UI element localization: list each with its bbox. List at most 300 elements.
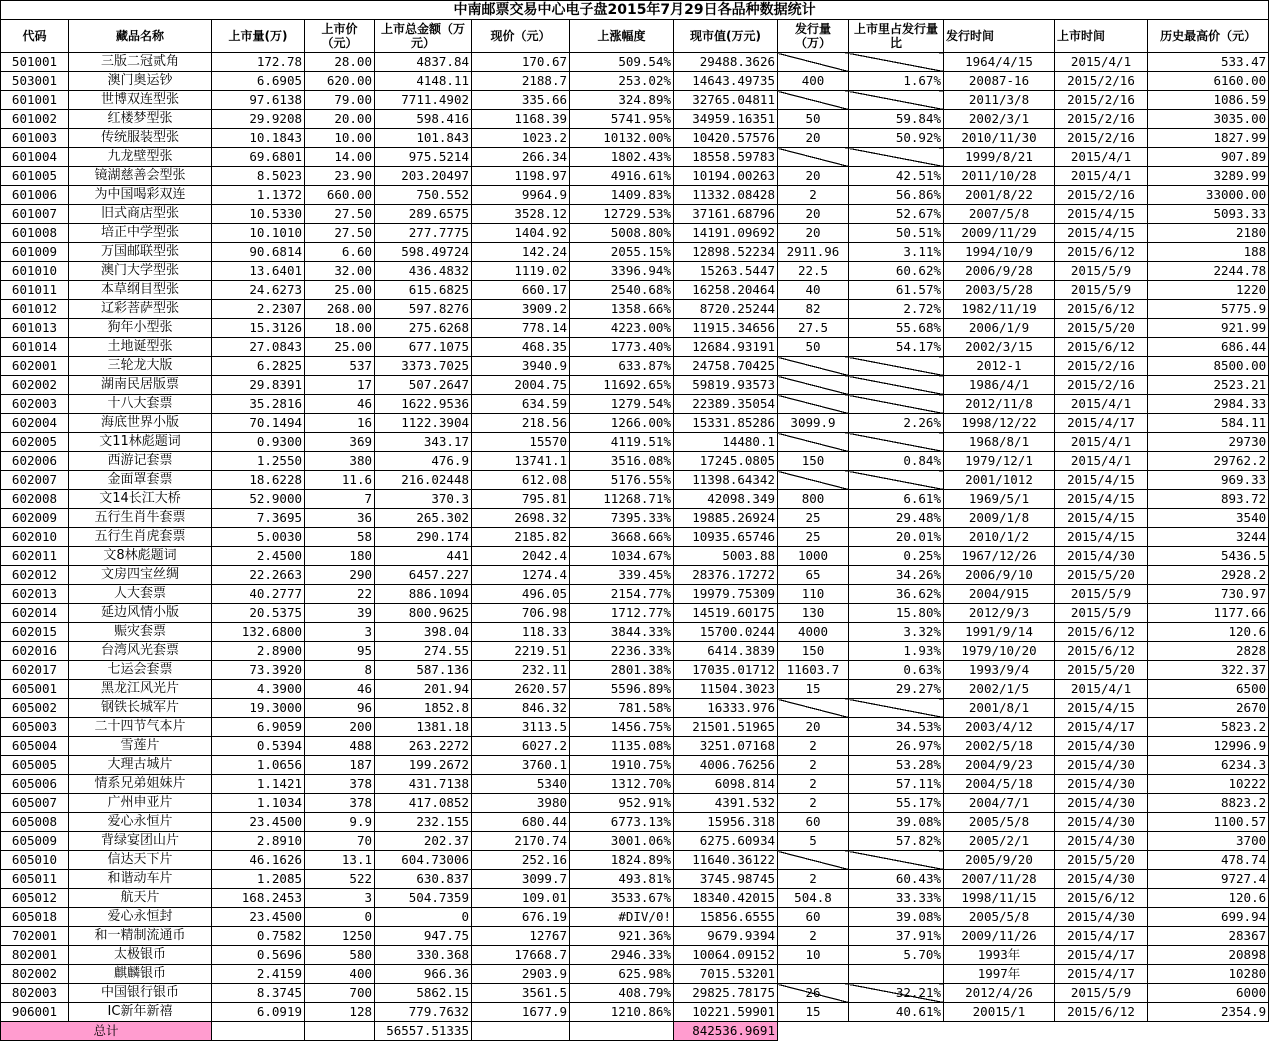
table-row: [1, 224, 1269, 243]
table-row: [1, 376, 1269, 395]
cell-ratio: 32.21%: [849, 984, 944, 1003]
header-total-amount: 上市总金额（万元）: [375, 20, 472, 53]
cell-ratio: [849, 395, 944, 414]
cell-name: 红楼梦型张: [69, 110, 212, 129]
cell-ratio: 6.61%: [849, 490, 944, 509]
table-row: [1, 319, 1269, 338]
cell-issue-date: 1994/10/9: [944, 243, 1055, 262]
cell-ratio: 60.62%: [849, 262, 944, 281]
cell-high-price: 3244: [1148, 528, 1269, 547]
cell-current-price: 170.67: [472, 53, 570, 72]
cell-listing-date: 2015/6/12: [1055, 642, 1148, 661]
table-row: [1, 528, 1269, 547]
cell-high-price: 3540: [1148, 509, 1269, 528]
cell-issue-qty: 10: [778, 946, 849, 965]
cell-name: 文房四宝丝绸: [69, 566, 212, 585]
cell-market-value: 10221.59901: [674, 1003, 778, 1022]
cell-market-value: 11504.3023: [674, 680, 778, 699]
cell-listed-qty: 29.8391: [212, 376, 305, 395]
cell-rise: 3001.06%: [570, 832, 674, 851]
cell-listed-qty: 6.6905: [212, 72, 305, 91]
cell-high-price: 12996.9: [1148, 737, 1269, 756]
cell-listed-price: 3: [305, 623, 375, 642]
cell-listing-date: 2015/4/30: [1055, 737, 1148, 756]
table-row: [1, 566, 1269, 585]
cell-rise: 1712.77%: [570, 604, 674, 623]
table-row: [1, 623, 1269, 642]
cell-current-price: 3113.5: [472, 718, 570, 737]
table-row: [1, 395, 1269, 414]
table-row: [1, 433, 1269, 452]
cell-name: 赈灾套票: [69, 623, 212, 642]
cell-issue-qty: [778, 53, 849, 72]
cell-code: 605008: [1, 813, 69, 832]
cell-listed-qty: 1.1421: [212, 775, 305, 794]
header-high-price: 历史最高价（元）: [1148, 20, 1269, 53]
cell-listed-qty: 6.9059: [212, 718, 305, 737]
cell-issue-qty: 2: [778, 794, 849, 813]
table-row: [1, 547, 1269, 566]
cell-listed-qty: 23.4500: [212, 813, 305, 832]
cell-listed-qty: 172.78: [212, 53, 305, 72]
cell-ratio: 3.32%: [849, 623, 944, 642]
cell-listed-price: 3: [305, 889, 375, 908]
cell-listing-date: 2015/4/1: [1055, 148, 1148, 167]
cell-issue-qty: 130: [778, 604, 849, 623]
cell-listed-price: 180: [305, 547, 375, 566]
cell-code: 602007: [1, 471, 69, 490]
cell-current-price: 3528.12: [472, 205, 570, 224]
cell-listing-date: 2015/4/30: [1055, 832, 1148, 851]
cell-high-price: 2180: [1148, 224, 1269, 243]
cell-listing-date: 2015/4/30: [1055, 756, 1148, 775]
cell-listed-price: 9.9: [305, 813, 375, 832]
cell-rise: 1266.00%: [570, 414, 674, 433]
cell-name: 土地诞型张: [69, 338, 212, 357]
cell-listed-qty: 8.3745: [212, 984, 305, 1003]
cell-code: 602010: [1, 528, 69, 547]
cell-ratio: 54.17%: [849, 338, 944, 357]
cell-total-amount: 370.3: [375, 490, 472, 509]
cell-total-amount: 201.94: [375, 680, 472, 699]
cell-code: 601009: [1, 243, 69, 262]
cell-current-price: 2004.75: [472, 376, 570, 395]
cell-listing-date: 2015/2/16: [1055, 129, 1148, 148]
cell-listed-qty: 132.6800: [212, 623, 305, 642]
cell-code: 802002: [1, 965, 69, 984]
cell-total-amount: 975.5214: [375, 148, 472, 167]
cell-issue-qty: 4000: [778, 623, 849, 642]
cell-current-price: 3940.9: [472, 357, 570, 376]
cell-name: 旧式商店型张: [69, 205, 212, 224]
cell-current-price: 706.98: [472, 604, 570, 623]
cell-rise: 253.02%: [570, 72, 674, 91]
cell-issue-date: 2009/1/8: [944, 509, 1055, 528]
cell-listing-date: 2015/4/17: [1055, 927, 1148, 946]
cell-issue-date: 1986/4/1: [944, 376, 1055, 395]
cell-issue-qty: 110: [778, 585, 849, 604]
cell-listed-qty: 1.2550: [212, 452, 305, 471]
cell-ratio: 57.11%: [849, 775, 944, 794]
cell-ratio: 29.48%: [849, 509, 944, 528]
cell-code: 605011: [1, 870, 69, 889]
cell-high-price: 6160.00: [1148, 72, 1269, 91]
table-row: [1, 243, 1269, 262]
cell-rise: 5176.55%: [570, 471, 674, 490]
cell-issue-date: 2005/9/20: [944, 851, 1055, 870]
cell-high-price: 6000: [1148, 984, 1269, 1003]
cell-listed-price: 268.00: [305, 300, 375, 319]
cell-rise: 921.36%: [570, 927, 674, 946]
cell-code: 906001: [1, 1003, 69, 1022]
cell-listing-date: 2015/5/20: [1055, 851, 1148, 870]
cell-issue-qty: 3099.9: [778, 414, 849, 433]
cell-code: 503001: [1, 72, 69, 91]
cell-total-amount: 504.7359: [375, 889, 472, 908]
header-rise: 上涨幅度: [570, 20, 674, 53]
cell-high-price: 3700: [1148, 832, 1269, 851]
cell-total-amount: 966.36: [375, 965, 472, 984]
cell-high-price: 2984.33: [1148, 395, 1269, 414]
cell-name: 传统服装型张: [69, 129, 212, 148]
table-row: [1, 452, 1269, 471]
cell-market-value: 10194.00263: [674, 167, 778, 186]
table-row: [1, 699, 1269, 718]
cell-name: 文8林彪题词: [69, 547, 212, 566]
cell-rise: #DIV/0!: [570, 908, 674, 927]
cell-current-price: 1168.39: [472, 110, 570, 129]
cell-listed-price: 23.90: [305, 167, 375, 186]
cell-high-price: 120.6: [1148, 623, 1269, 642]
cell-listing-date: 2015/4/1: [1055, 452, 1148, 471]
cell-code: 602004: [1, 414, 69, 433]
cell-market-value: 21501.51965: [674, 718, 778, 737]
cell-issue-qty: [778, 395, 849, 414]
cell-market-value: 12898.52234: [674, 243, 778, 262]
cell-market-value: 19885.26924: [674, 509, 778, 528]
table-row: [1, 72, 1269, 91]
cell-current-price: 15570: [472, 433, 570, 452]
cell-market-value: 24758.70425: [674, 357, 778, 376]
table-row: [1, 110, 1269, 129]
cell-issue-qty: 22.5: [778, 262, 849, 281]
cell-listed-qty: 0.9300: [212, 433, 305, 452]
table-row: [1, 585, 1269, 604]
cell-current-price: 3561.5: [472, 984, 570, 1003]
table-row: [1, 205, 1269, 224]
cell-market-value: 10420.57576: [674, 129, 778, 148]
cell-code: 601001: [1, 91, 69, 110]
cell-market-value: 42098.349: [674, 490, 778, 509]
cell-listing-date: 2015/5/9: [1055, 262, 1148, 281]
cell-ratio: [849, 53, 944, 72]
cell-listing-date: 2015/4/30: [1055, 813, 1148, 832]
cell-high-price: 2928.2: [1148, 566, 1269, 585]
cell-current-price: 496.05: [472, 585, 570, 604]
cell-listed-price: 36: [305, 509, 375, 528]
cell-code: 601006: [1, 186, 69, 205]
cell-issue-date: 2001/1012: [944, 471, 1055, 490]
cell-rise: 2236.33%: [570, 642, 674, 661]
cell-listed-price: 6.60: [305, 243, 375, 262]
cell-listing-date: 2015/4/1: [1055, 395, 1148, 414]
cell-ratio: 57.82%: [849, 832, 944, 851]
cell-high-price: 1100.57: [1148, 813, 1269, 832]
cell-listing-date: 2015/2/16: [1055, 110, 1148, 129]
cell-high-price: 2828: [1148, 642, 1269, 661]
cell-total-amount: 476.9: [375, 452, 472, 471]
cell-listing-date: 2015/4/1: [1055, 433, 1148, 452]
cell-listed-qty: 5.0030: [212, 528, 305, 547]
cell-issue-qty: 2911.96: [778, 243, 849, 262]
cell-current-price: 634.59: [472, 395, 570, 414]
cell-code: 601007: [1, 205, 69, 224]
cell-market-value: 11640.36122: [674, 851, 778, 870]
table-row: [1, 794, 1269, 813]
cell-total-amount: 1622.9536: [375, 395, 472, 414]
cell-listed-qty: 2.4159: [212, 965, 305, 984]
cell-issue-date: 2006/9/10: [944, 566, 1055, 585]
cell-listed-price: 20.00: [305, 110, 375, 129]
cell-name: 金面罩套票: [69, 471, 212, 490]
table-row: [1, 642, 1269, 661]
cell-issue-qty: [778, 699, 849, 718]
cell-ratio: 42.51%: [849, 167, 944, 186]
cell-issue-date: 20015/1: [944, 1003, 1055, 1022]
cell-code: 601008: [1, 224, 69, 243]
cell-total-amount: 598.416: [375, 110, 472, 129]
cell-listed-price: 46: [305, 395, 375, 414]
cell-code: 602013: [1, 585, 69, 604]
cell-listing-date: 2015/4/15: [1055, 699, 1148, 718]
cell-name: 情系兄弟姐妹片: [69, 775, 212, 794]
cell-rise: 6773.13%: [570, 813, 674, 832]
cell-listed-price: 95: [305, 642, 375, 661]
cell-market-value: 14643.49735: [674, 72, 778, 91]
cell-code: 602012: [1, 566, 69, 585]
cell-market-value: 9679.9394: [674, 927, 778, 946]
cell-name: 黑龙江风光片: [69, 680, 212, 699]
cell-rise: 2540.68%: [570, 281, 674, 300]
cell-ratio: 29.27%: [849, 680, 944, 699]
cell-ratio: 52.67%: [849, 205, 944, 224]
cell-listed-qty: 7.3695: [212, 509, 305, 528]
cell-name: 二十四节气本片: [69, 718, 212, 737]
cell-issue-date: 1969/5/1: [944, 490, 1055, 509]
cell-current-price: 468.35: [472, 338, 570, 357]
cell-high-price: 28367: [1148, 927, 1269, 946]
cell-issue-qty: 60: [778, 813, 849, 832]
cell-ratio: [849, 357, 944, 376]
cell-listing-date: 2015/5/20: [1055, 566, 1148, 585]
cell-issue-qty: 20: [778, 224, 849, 243]
cell-rise: 625.98%: [570, 965, 674, 984]
cell-ratio: 0.84%: [849, 452, 944, 471]
cell-code: 605004: [1, 737, 69, 756]
cell-name: 为中国喝彩双连: [69, 186, 212, 205]
cell-listing-date: 2015/4/15: [1055, 471, 1148, 490]
cell-listed-qty: 20.5375: [212, 604, 305, 623]
cell-rise: 952.91%: [570, 794, 674, 813]
cell-listed-price: 660.00: [305, 186, 375, 205]
cell-ratio: 50.92%: [849, 129, 944, 148]
cell-listing-date: 2015/4/30: [1055, 547, 1148, 566]
cell-listed-qty: 0.5696: [212, 946, 305, 965]
cell-total-amount: 0: [375, 908, 472, 927]
cell-issue-qty: 50: [778, 110, 849, 129]
cell-name: 培正中学型张: [69, 224, 212, 243]
cell-listed-price: 13.1: [305, 851, 375, 870]
header-name: 藏品名称: [69, 20, 212, 53]
cell-current-price: 142.24: [472, 243, 570, 262]
cell-code: 802001: [1, 946, 69, 965]
cell-rise: 324.89%: [570, 91, 674, 110]
cell-listed-price: 18.00: [305, 319, 375, 338]
cell-issue-qty: 5: [778, 832, 849, 851]
cell-code: 602017: [1, 661, 69, 680]
cell-name: 九龙壁型张: [69, 148, 212, 167]
cell-listed-price: 28.00: [305, 53, 375, 72]
cell-listing-date: 2015/4/30: [1055, 908, 1148, 927]
cell-listed-price: 488: [305, 737, 375, 756]
cell-ratio: 5.70%: [849, 946, 944, 965]
cell-market-value: 3251.07168: [674, 737, 778, 756]
cell-listed-price: 39: [305, 604, 375, 623]
cell-total-amount: 800.9625: [375, 604, 472, 623]
cell-high-price: 8823.2: [1148, 794, 1269, 813]
cell-issue-date: 1993/9/4: [944, 661, 1055, 680]
cell-name: 七运会套票: [69, 661, 212, 680]
cell-current-price: 109.01: [472, 889, 570, 908]
cell-listed-price: 70: [305, 832, 375, 851]
cell-current-price: 2698.32: [472, 509, 570, 528]
cell-rise: 5741.95%: [570, 110, 674, 129]
table-row: [1, 680, 1269, 699]
cell-total-amount: 265.302: [375, 509, 472, 528]
cell-code: 601010: [1, 262, 69, 281]
cell-listing-date: 2015/4/17: [1055, 718, 1148, 737]
cell-total-amount: 5862.15: [375, 984, 472, 1003]
cell-issue-qty: 150: [778, 642, 849, 661]
cell-listed-price: 58: [305, 528, 375, 547]
cell-issue-date: 1979/10/20: [944, 642, 1055, 661]
cell-listed-qty: 6.2825: [212, 357, 305, 376]
cell-listed-qty: 97.6138: [212, 91, 305, 110]
cell-issue-qty: 50: [778, 338, 849, 357]
cell-listed-price: 1250: [305, 927, 375, 946]
cell-rise: 2946.33%: [570, 946, 674, 965]
cell-rise: 2055.15%: [570, 243, 674, 262]
cell-rise: 4916.61%: [570, 167, 674, 186]
cell-listing-date: 2015/4/17: [1055, 946, 1148, 965]
cell-listed-qty: 2.4500: [212, 547, 305, 566]
cell-current-price: 2620.57: [472, 680, 570, 699]
cell-code: 605002: [1, 699, 69, 718]
cell-rise: 1034.67%: [570, 547, 674, 566]
cell-listed-qty: 18.6228: [212, 471, 305, 490]
cell-total-amount: 330.368: [375, 946, 472, 965]
cell-listed-qty: 10.1843: [212, 129, 305, 148]
table-row: [1, 186, 1269, 205]
cell-market-value: 4006.76256: [674, 756, 778, 775]
cell-rise: 4223.00%: [570, 319, 674, 338]
cell-listed-qty: 4.3900: [212, 680, 305, 699]
cell-total-amount: 199.2672: [375, 756, 472, 775]
cell-total-amount: 507.2647: [375, 376, 472, 395]
cell-code: 602015: [1, 623, 69, 642]
cell-total-amount: 203.20497: [375, 167, 472, 186]
cell-market-value: 14480.1: [674, 433, 778, 452]
cell-market-value: 32765.04811: [674, 91, 778, 110]
cell-name: 背绿宴团山片: [69, 832, 212, 851]
cell-listing-date: 2015/6/12: [1055, 300, 1148, 319]
cell-total-amount: 6457.227: [375, 566, 472, 585]
cell-high-price: 907.89: [1148, 148, 1269, 167]
table-row: [1, 813, 1269, 832]
cell-listed-price: 27.50: [305, 224, 375, 243]
cell-listed-qty: 69.6801: [212, 148, 305, 167]
table-row: [1, 281, 1269, 300]
cell-name: 延边风情小版: [69, 604, 212, 623]
cell-name: 世博双连型张: [69, 91, 212, 110]
cell-current-price: 12767: [472, 927, 570, 946]
cell-issue-date: 2002/1/5: [944, 680, 1055, 699]
cell-market-value: 16333.976: [674, 699, 778, 718]
cell-total-amount: 615.6825: [375, 281, 472, 300]
cell-current-price: 676.19: [472, 908, 570, 927]
cell-high-price: 1827.99: [1148, 129, 1269, 148]
cell-high-price: 2523.21: [1148, 376, 1269, 395]
cell-total-amount: 587.136: [375, 661, 472, 680]
cell-current-price: 13741.1: [472, 452, 570, 471]
header-code: 代码: [1, 20, 69, 53]
cell-current-price: 660.17: [472, 281, 570, 300]
cell-market-value: 11915.34656: [674, 319, 778, 338]
cell-rise: 3396.94%: [570, 262, 674, 281]
cell-listing-date: 2015/2/16: [1055, 72, 1148, 91]
table-row: [1, 908, 1269, 927]
cell-listed-price: 8: [305, 661, 375, 680]
cell-listed-price: 11.6: [305, 471, 375, 490]
cell-total-amount: 947.75: [375, 927, 472, 946]
cell-listed-price: 16: [305, 414, 375, 433]
cell-issue-qty: 40: [778, 281, 849, 300]
cell-listed-qty: 2.8900: [212, 642, 305, 661]
cell-issue-date: 1993年: [944, 946, 1055, 965]
cell-listing-date: 2015/2/16: [1055, 357, 1148, 376]
cell-code: 602001: [1, 357, 69, 376]
cell-listed-qty: 0.5394: [212, 737, 305, 756]
table-row: [1, 490, 1269, 509]
cell-code: 601003: [1, 129, 69, 148]
cell-listed-price: 290: [305, 566, 375, 585]
cell-high-price: 8500.00: [1148, 357, 1269, 376]
cell-market-value: 17035.01712: [674, 661, 778, 680]
cell-name: 文14长江大桥: [69, 490, 212, 509]
cell-issue-date: 2012/11/8: [944, 395, 1055, 414]
cell-market-value: 29488.3626: [674, 53, 778, 72]
cell-name: 五行生肖牛套票: [69, 509, 212, 528]
cell-market-value: 15263.5447: [674, 262, 778, 281]
table-row: [1, 965, 1269, 984]
cell-high-price: 322.37: [1148, 661, 1269, 680]
cell-issue-qty: 20: [778, 129, 849, 148]
cell-issue-date: 1967/12/26: [944, 547, 1055, 566]
cell-total-amount: 263.2272: [375, 737, 472, 756]
cell-market-value: 4391.532: [674, 794, 778, 813]
cell-current-price: 335.66: [472, 91, 570, 110]
cell-issue-date: 2012/4/26: [944, 984, 1055, 1003]
